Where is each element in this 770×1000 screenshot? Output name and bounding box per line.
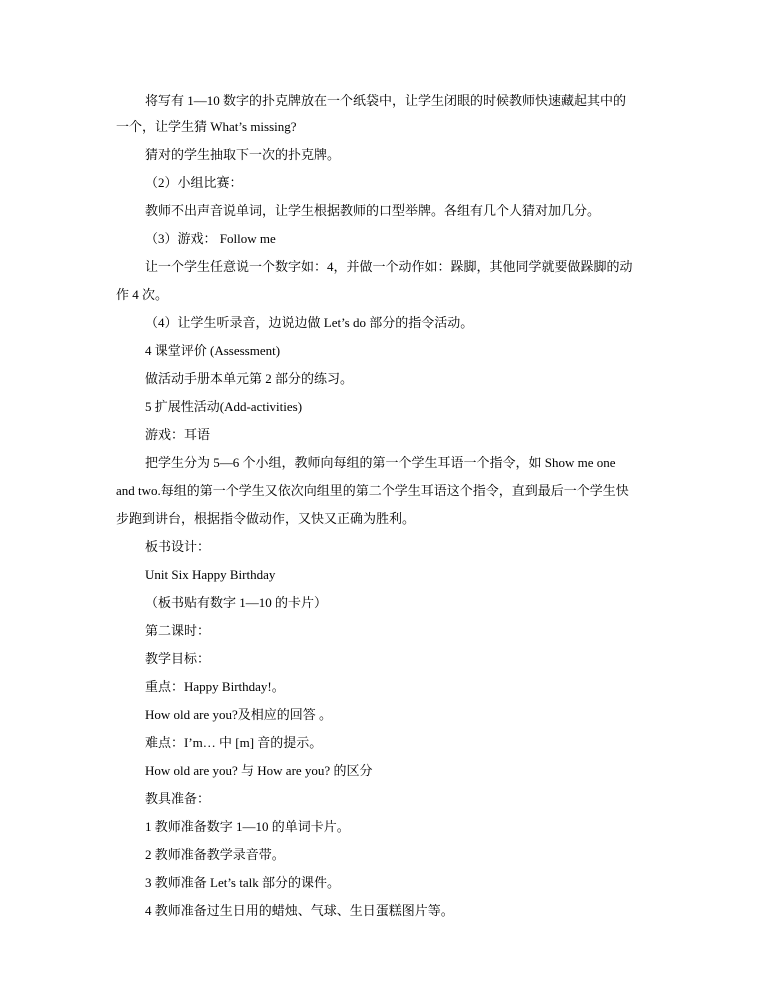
section-heading: 第二课时：	[145, 623, 211, 638]
paragraph-line: Unit Six Happy Birthday	[145, 567, 276, 582]
paragraph-line: （板书贴有数字 1—10 的卡片）	[145, 595, 328, 610]
list-item: 3 教师准备 Let’s talk 部分的课件。	[145, 875, 340, 890]
paragraph-line: 做活动手册本单元第 2 部分的练习。	[145, 371, 354, 386]
paragraph-line: 游戏：耳语	[145, 427, 211, 442]
paragraph-line: 让一个学生任意说一个数字如：4，并做一个动作如：跺脚，其他同学就要做跺脚的动	[145, 259, 633, 274]
section-heading: 板书设计：	[145, 539, 211, 554]
section-heading: （2）小组比赛：	[145, 175, 243, 190]
section-heading: 5 扩展性活动(Add-activities)	[145, 399, 303, 414]
list-item: 1 教师准备数字 1—10 的单词卡片。	[145, 819, 350, 834]
list-item: 4 教师准备过生日用的蜡烛、气球、生日蛋糕图片等。	[145, 903, 454, 918]
paragraph-line: 作 4 次。	[116, 287, 169, 302]
paragraph-line: How old are you? 与 How are you? 的区分	[145, 763, 373, 778]
paragraph-line: and two.每组的第一个学生又依次向组里的第二个学生耳语这个指令，直到最后一个学生快	[116, 483, 629, 498]
paragraph-line: 把学生分为 5—6 个小组，教师向每组的第一个学生耳语一个指令，如 Show me one	[145, 455, 616, 470]
paragraph-line: （4）让学生听录音，边说边做 Let’s do 部分的指令活动。	[145, 315, 474, 330]
paragraph-line: 重点：Happy Birthday!。	[145, 679, 285, 694]
section-heading: （3）游戏： Follow me	[145, 231, 276, 246]
section-heading: 教学目标：	[145, 651, 211, 666]
paragraph-line: How old are you?及相应的回答 。	[145, 707, 333, 722]
paragraph-line: 一个，让学生猜 What’s missing?	[116, 119, 297, 134]
section-heading: 4 课堂评价 (Assessment)	[145, 343, 281, 358]
paragraph-line: 教师不出声音说单词，让学生根据教师的口型举牌。各组有几个人猜对加几分。	[145, 203, 601, 218]
paragraph-line: 将写有 1—10 数字的扑克牌放在一个纸袋中，让学生闭眼的时候教师快速藏起其中的	[145, 93, 627, 108]
section-heading: 教具准备：	[145, 791, 211, 806]
paragraph-line: 难点：I’m… 中 [m] 音的提示。	[145, 735, 323, 750]
paragraph-line: 步跑到讲台，根据指令做动作，又快又正确为胜利。	[116, 511, 416, 526]
list-item: 2 教师准备教学录音带。	[145, 847, 285, 862]
paragraph-line: 猜对的学生抽取下一次的扑克牌。	[145, 147, 341, 162]
